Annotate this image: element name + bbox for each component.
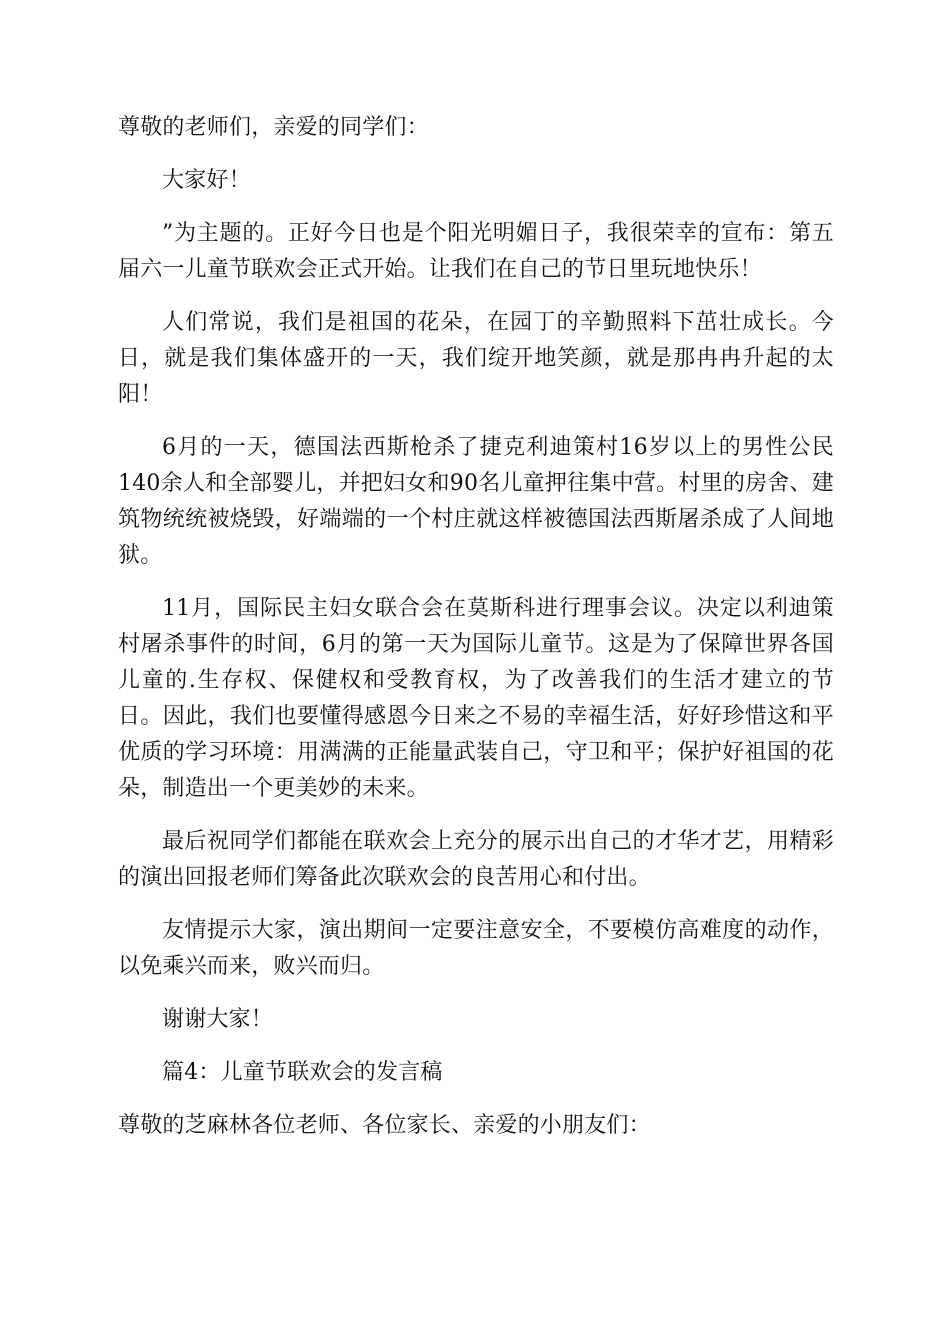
paragraph-safety-reminder: 友情提示大家，演出期间一定要注意安全，不要模仿高难度的动作，以免乘兴而来，败兴而归。 <box>118 918 834 979</box>
salutation: 尊敬的老师们，亲爱的同学们： <box>118 115 429 140</box>
paragraph-history: 6月的一天，德国法西斯枪杀了捷克利迪策村16岁以上的男性公民140余人和全部婴儿，并把妇女和90名儿童押往集中营。村里的房舍、建筑物统统被烧毁，好端端的一个村庄就这样被德国法西斯屠杀成了人间地狱。 <box>118 435 834 568</box>
closing-thanks: 谢谢大家！ <box>162 1007 274 1032</box>
section-heading: 篇4：儿童节联欢会的发言稿 <box>162 1060 443 1085</box>
paragraph-wishes: 最后祝同学们都能在联欢会上充分的展示出自己的才华才艺，用精彩的演出回报老师们筹备此次联欢会的良苦用心和付出。 <box>118 829 834 890</box>
salutation-second: 尊敬的芝麻林各位老师、各位家长、亲爱的小朋友们： <box>118 1113 651 1138</box>
greeting: 大家好！ <box>162 168 251 193</box>
paragraph-childrens-day: 11月，国际民主妇女联合会在莫斯科进行理事会议。决定以利迪策村屠杀事件的时间，6月的第一天为国际儿童节。这是为了保障世界各国儿童的.生存权、保健权和受教育权，为了改善我们的生活才建立的节日。因此，我们也要懂得感恩今日来之不易的幸福生活，好好珍惜这和平优质的学习环境：用满满的正能量武装自己，守卫和平；保护好祖国的花朵，制造出一个更美妙的未来。 <box>118 596 834 801</box>
paragraph-flowers: 人们常说，我们是祖国的花朵，在园丁的辛勤照料下茁壮成长。今日，就是我们集体盛开的一天，我们绽开地笑颜，就是那冉冉升起的太阳！ <box>118 310 834 407</box>
document-body <box>118 110 834 1161</box>
paragraph-opening: ”为主题的。正好今日也是个阳光明媚日子，我很荣幸的宣布：第五届六一儿童节联欢会正式开始。让我们在自己的节日里玩地快乐！ <box>118 221 834 282</box>
